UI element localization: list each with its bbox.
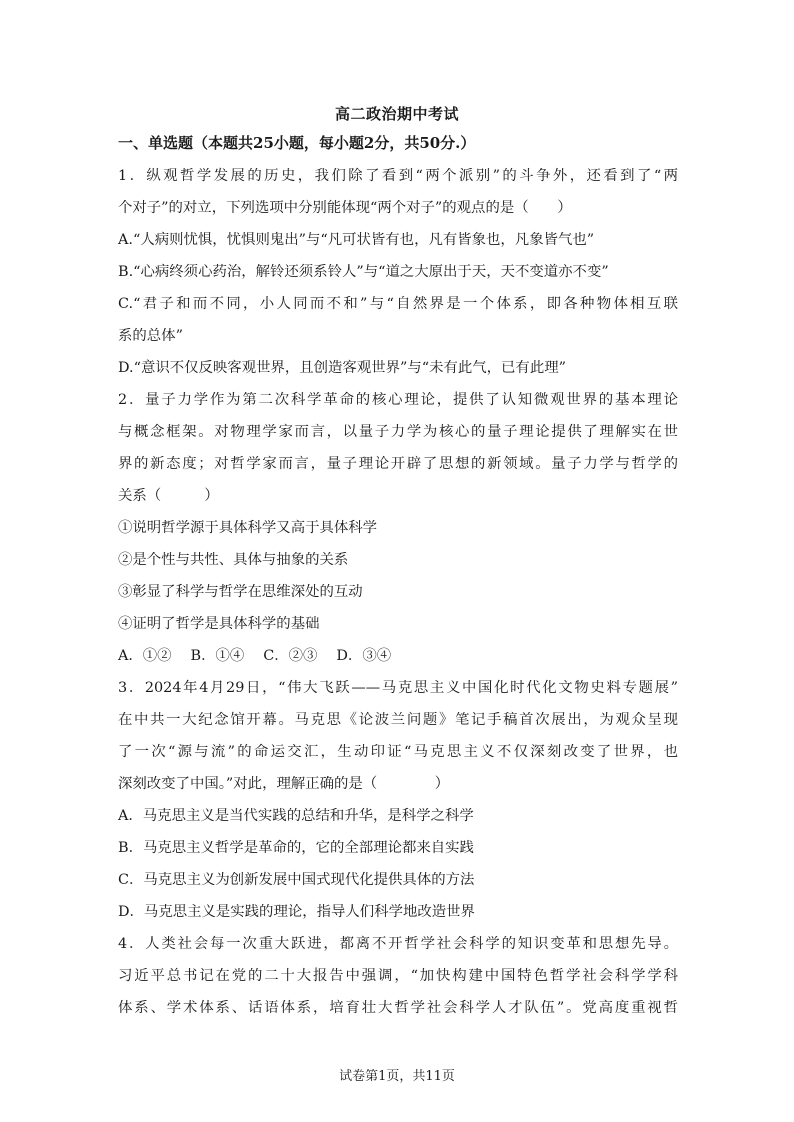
q1-line-1: 1．纵观哲学发展的历史，我们除了看到“两个派别”的斗争外，还看到了“两 [118,168,678,184]
q2-line-3: 界的新态度；对哲学家而言，量子理论开辟了思想的新领域。量子力学与哲学的 [118,456,678,472]
q2-statement-4: ④证明了哲学是具体科学的基础 [118,616,320,632]
q4-line-1: 4．人类社会每一次重大跃进，都离不开哲学社会科学的知识变革和思想先导。 [118,936,678,952]
page-title: 高二政治期中考试 [334,105,459,123]
q2-line-4: 关系（ ） [118,488,219,504]
q1-option-b: B.“心病终须心药治，解铃还须系铃人”与“道之大原出于天，天不变道亦不变” [118,264,609,280]
q2-statement-3: ③彰显了科学与哲学在思维深处的互动 [118,584,363,600]
q3-line-1: 3．2024年4月29日，“伟大飞跃——马克思主义中国化时代化文物史料专题展” [118,680,678,696]
page-footer: 试卷第1页，共11页 [339,1069,455,1084]
q1-option-c: C.“君子和而不同，小人同而不和”与“自然界是一个体系，即各种物体相互联 [118,296,678,312]
q1-option-a: A.“人病则忧惧，忧惧则鬼出”与“凡可状皆有也，凡有皆象也，凡象皆气也” [118,232,595,248]
q3-option-c: C．马克思主义为创新发展中国式现代化提供具体的方法 [118,872,475,888]
q3-line-3: 了一次“源与流”的命运交汇，生动印证“马克思主义不仅深刻改变了世界，也 [118,744,678,760]
q4-line-2: 习近平总书记在党的二十大报告中强调，“加快构建中国特色哲学社会科学学科 [118,968,678,984]
question-body [118,160,678,1024]
q1-option-d: D.“意识不仅反映客观世界，且创造客观世界”与“未有此气，已有此理” [118,360,566,376]
q3-line-4: 深刻改变了中国。”对此，理解正确的是（ ） [118,776,450,792]
q3-option-d: D．马克思主义是实践的理论，指导人们科学地改造世界 [118,904,475,920]
q1-option-c-cont: 系的总体” [118,328,183,344]
q1-line-2: 个对子”的对立，下列选项中分别能体现“两个对子”的观点的是（ ） [118,200,572,216]
q2-statement-1: ①说明哲学源于具体科学又高于具体科学 [118,520,378,536]
section-heading: 一、单选题（本题共25小题，每小题2分，共50分.） [118,134,476,152]
q2-options: A．①② B．①④ C．②③ D．③④ [118,648,392,664]
q3-option-b: B．马克思主义哲学是革命的，它的全部理论都来自实践 [118,840,474,856]
q2-statement-2: ②是个性与共性、具体与抽象的关系 [118,552,349,568]
q2-line-2: 与概念框架。对物理学家而言，以量子力学为核心的量子理论提供了理解实在世 [118,424,678,440]
q3-option-a: A．马克思主义是当代实践的总结和升华，是科学之科学 [118,808,474,824]
q2-line-1: 2．量子力学作为第二次科学革命的核心理论，提供了认知微观世界的基本理论 [118,392,678,408]
q3-line-2: 在中共一大纪念馆开幕。马克思《论波兰问题》笔记手稿首次展出，为观众呈现 [118,712,678,728]
q4-line-3: 体系、学术体系、话语体系，培育壮大哲学社会科学人才队伍”。党高度重视哲 [118,1000,678,1016]
